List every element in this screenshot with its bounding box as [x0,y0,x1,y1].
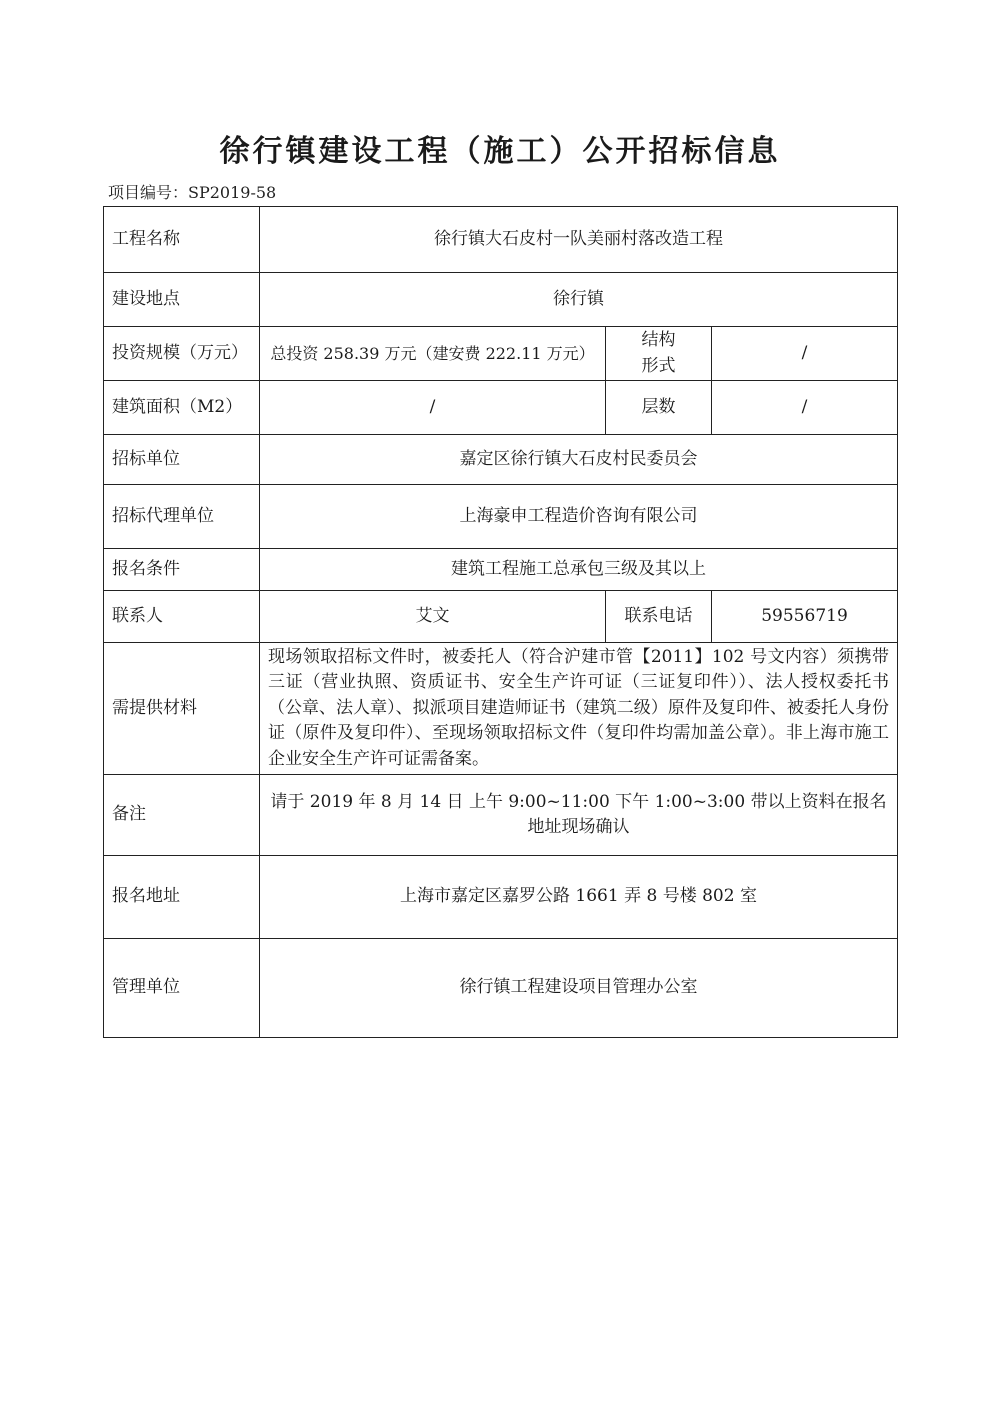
value-structure: / [712,327,898,381]
value-materials: 现场领取招标文件时，被委托人（符合沪建市管【2011】102 号文内容）须携带三证（营业执照、资质证书、安全生产许可证（三证复印件））、法人授权委托书（公章、法人章）、拟派项目建造师证书（建筑二级）原件及复印件、被委托人身份证（原件及复印件）、至现场领取招标文件（复印件均需加盖公章）。非上海市施工企业安全生产许可证需备案。 [260,643,898,775]
value-management: 徐行镇工程建设项目管理办公室 [260,939,898,1038]
label-structure [606,327,712,381]
row-remark [104,775,898,856]
value-remark [260,775,898,856]
row-area [104,381,898,435]
row-contact [104,591,898,643]
value-phone: 59556719 [712,591,898,643]
row-project-name [104,207,898,273]
value-contact: 艾文 [260,591,606,643]
value-investment: 总投资 258.39 万元（建安费 222.11 万元） [260,327,606,381]
value-floors: / [712,381,898,435]
row-tenderer [104,435,898,485]
label-requirement: 报名条件 [104,549,260,591]
row-management [104,939,898,1038]
label-materials: 需提供材料 [104,643,260,775]
label-structure-line2: 形式 [641,355,676,376]
label-agency: 招标代理单位 [104,485,260,549]
label-location: 建设地点 [104,273,260,327]
value-area: / [260,381,606,435]
row-address [104,856,898,939]
tender-info-table [103,206,898,1038]
value-agency: 上海豪申工程造价咨询有限公司 [260,485,898,549]
remark-line-2: 地址现场确认 [527,817,630,837]
label-structure-line1: 结构 [641,330,676,350]
label-area: 建筑面积（M2） [104,381,260,435]
row-agency [104,485,898,549]
label-management: 管理单位 [104,939,260,1038]
value-location: 徐行镇 [260,273,898,327]
row-requirement [104,549,898,591]
label-phone: 联系电话 [606,591,712,643]
value-requirement: 建筑工程施工总承包三级及其以上 [260,549,898,591]
remark-line-1: 请于 2019 年 8 月 14 日 上午 9:00~11:00 下午 1:00~3:00 带以上资料在报名 [270,791,887,812]
row-investment [104,327,898,381]
value-project-name: 徐行镇大石皮村一队美丽村落改造工程 [260,207,898,273]
label-tenderer: 招标单位 [104,435,260,485]
label-floors: 层数 [606,381,712,435]
project-number: 项目编号：SP2019-58 [108,183,277,202]
value-address: 上海市嘉定区嘉罗公路 1661 弄 8 号楼 802 室 [260,856,898,939]
label-remark: 备注 [104,775,260,856]
row-location [104,273,898,327]
value-tenderer: 嘉定区徐行镇大石皮村民委员会 [260,435,898,485]
label-contact: 联系人 [104,591,260,643]
page-title: 徐行镇建设工程（施工）公开招标信息 [219,134,781,169]
label-investment: 投资规模（万元） [104,327,260,381]
label-project-name: 工程名称 [104,207,260,273]
row-materials [104,643,898,775]
label-address: 报名地址 [104,856,260,939]
